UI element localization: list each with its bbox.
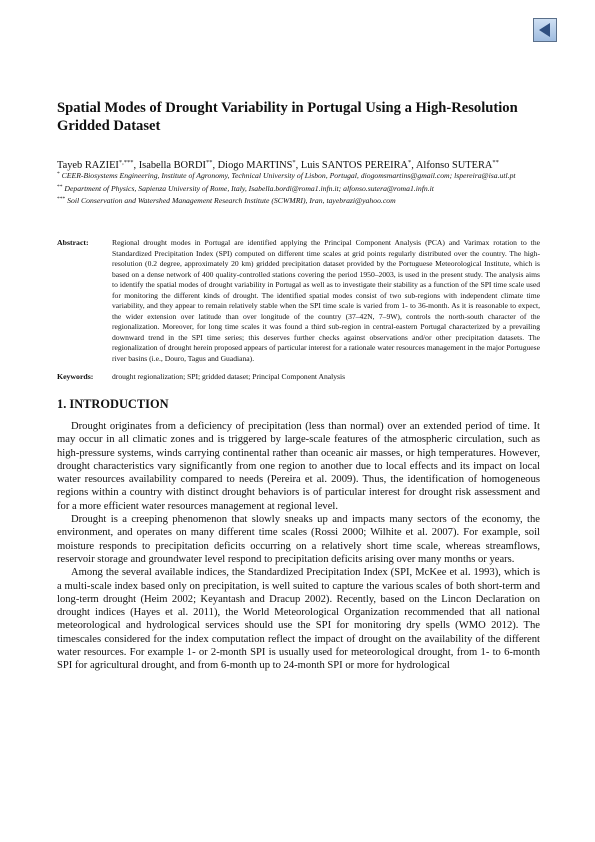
affiliation: *** Soil Conservation and Watershed Management Research Institute (SCWMRI), Iran, tayebrazi@yahoo.com — [57, 196, 396, 206]
back-arrow-icon — [537, 22, 553, 38]
author: Tayeb RAZIEI*,***, — [57, 159, 139, 171]
paragraph: Drought originates from a deficiency of precipitation (less than normal) over an extended period of time. It may occur in all climatic zones and is triggered by large-scale features of the atmospheric circulation, such as high-pressure systems, winds carrying continental rather than oceanic air masses, or high temperatures. However, drought characteristics vary significantly from one region to another due to local effects and its impact on local water resources availability compared to needs (Pereira et al. 2009). Thus, the identification of homogeneous regions within a country with distinct drought behaviors is of particular interest for drought risk assessment and for a more efficient water resources management at regional level. — [57, 421, 540, 512]
paragraph: Drought is a creeping phenomenon that slowly sneaks up and impacts many sectors of the economy, the environment, and operates on many different time scales (Rossi 2000; Wilhite et al. 2007). For example, soil moisture responds to precipitation deficits occurring on a relatively short time scale, whereas streamflows, reservoir storage and groundwater level respond to precipitation deficits arising over many months or years. — [57, 514, 540, 565]
author: Diogo MARTINS*, — [217, 159, 301, 171]
introduction-body — [57, 420, 540, 673]
keywords-text: drought regionalization; SPI; gridded dataset; Principal Component Analysis — [112, 372, 346, 381]
paragraph: Among the several available indices, the Standardized Precipitation Index (SPI, McKee et al. 1993), which is a multi-scale index based only on precipitation, is well suited to capture the various scales of both short-term and long-term drought (Heim 2002; Keyantash and Dracup 2002). Recently, based on the Lincon Declaration on drought indices (Hayes et al. 2011), the World Meteorological Organization recommended that all national meteorological and hydrological services should use the SPI for monitoring dry spells (WMO 2012). The timescales considered for the index computation reflect the impact of drought on the availability of the different water resources. For example 1- or 2-month SPI is usually used for meteorological drought, from 1- to 6-month SPI for agricultural drought, and from 6-month up to 24-month SPI or more for hydrological — [57, 567, 540, 672]
abstract-text: Regional drought modes in Portugal are identified applying the Principal Component Analysis (PCA) and Varimax rotation to the Standardized Precipitation Index (SPI) computed on different time scales at grid points regularly distributed over the country. The high-resolution (0.2 degree, approximately 20 km) gridded precipitation dataset provided by the Portuguese Meteorological Institute, which is based on a dense network of 400 quality-controlled stations covering the period 1950–2003, is used in the present study. The analysis aims to identify the spatial modes of drought variability in Portugal as well as to investigate their stability as a function of the SPI time scale used for monitoring the different kinds of drought. The identified spatial modes consist of two sub-regions with independent climate time variability, and they appear to remain relatively stable when the SPI time scale is varied from 1- to 36-month. As it is reasonable to expect, the wider extension over latitude than over longitude of the country (37–42N, 7–9W), controls the north-south character of the regionalization. Moreover, for long time scales it was found a third sub-region in central-eastern Portugal characterized by a prevailing downward trend in the SPI time series; this deserves further checks against observations and/or other precipitation datasets. The regionalization of drought herein proposed appears of particular interest for a rationale water resources management in the major Portuguese river basins (i.e., Douro, Tagus and Guadiana). — [112, 238, 540, 363]
author: Alfonso SUTERA** — [415, 159, 499, 171]
affiliation: * CEER-Biosystems Engineering, Institute of Agronomy, Technical University of Lisbon, Portugal, diogomsmartins@gmail.com; lspereira@isa.utl.pt — [57, 171, 516, 180]
paper-title: Spatial Modes of Drought Variability in Portugal Using a High-Resolution Gridded Dataset — [57, 100, 518, 134]
author: Luis SANTOS PEREIRA*, — [300, 159, 416, 171]
back-navigation-button[interactable] — [533, 18, 557, 42]
abstract-label: Abstract: — [57, 238, 89, 247]
affiliation: ** Department of Physics, Sapienza University of Rome, Italy, Isabella.bordi@roma1.infn.it; alfonso.sutera@roma1.infn.it — [57, 183, 434, 193]
keywords-label: Keywords: — [57, 372, 94, 381]
affiliations — [57, 169, 547, 207]
section-heading: 1. INTRODUCTION — [57, 397, 169, 411]
author: Isabella BORDI**, — [138, 159, 218, 171]
